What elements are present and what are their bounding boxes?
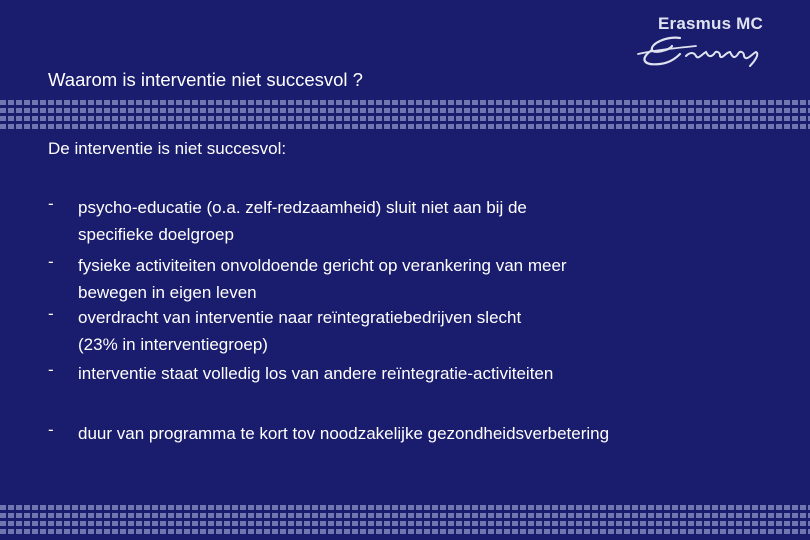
erasmus-mc-logo <box>636 12 786 72</box>
bullet-text <box>78 194 738 248</box>
erasmus-signature-icon <box>636 32 786 72</box>
intro-text: De interventie is niet succesvol: <box>48 139 287 158</box>
bullet-dash: - <box>48 194 54 213</box>
bullet-dash: - <box>48 304 54 323</box>
top-decorative-band <box>0 100 810 131</box>
bullet-line: fysieke activiteiten onvoldoende gericht op verankering van meer <box>78 256 567 275</box>
slide-title: Waarom is interventie niet succesvol ? <box>48 69 363 90</box>
bullet-text <box>78 360 738 387</box>
bullet-line: (23% in interventiegroep) <box>78 335 268 354</box>
bullet-text <box>78 304 738 358</box>
bullet-line: overdracht van interventie naar reïntegratiebedrijven slecht <box>78 308 522 327</box>
bullet-line: bewegen in eigen leven <box>78 283 257 302</box>
bullet-text <box>78 420 738 447</box>
bullet-line: psycho-educatie (o.a. zelf-redzaamheid) sluit niet aan bij de <box>78 198 527 217</box>
bullet-dash: - <box>48 420 54 439</box>
bullet-line: duur van programma te kort tov noodzakelijke gezondheidsverbetering <box>78 424 610 443</box>
bullet-dash: - <box>48 360 54 379</box>
bullet-line: specifieke doelgroep <box>78 225 234 244</box>
logo-wordmark: Erasmus MC <box>658 14 763 33</box>
bottom-decorative-band <box>0 505 810 536</box>
bullet-text <box>78 252 738 306</box>
bullet-dash: - <box>48 252 54 271</box>
bullet-line: interventie staat volledig los van andere reïntegratie-activiteiten <box>78 364 554 383</box>
